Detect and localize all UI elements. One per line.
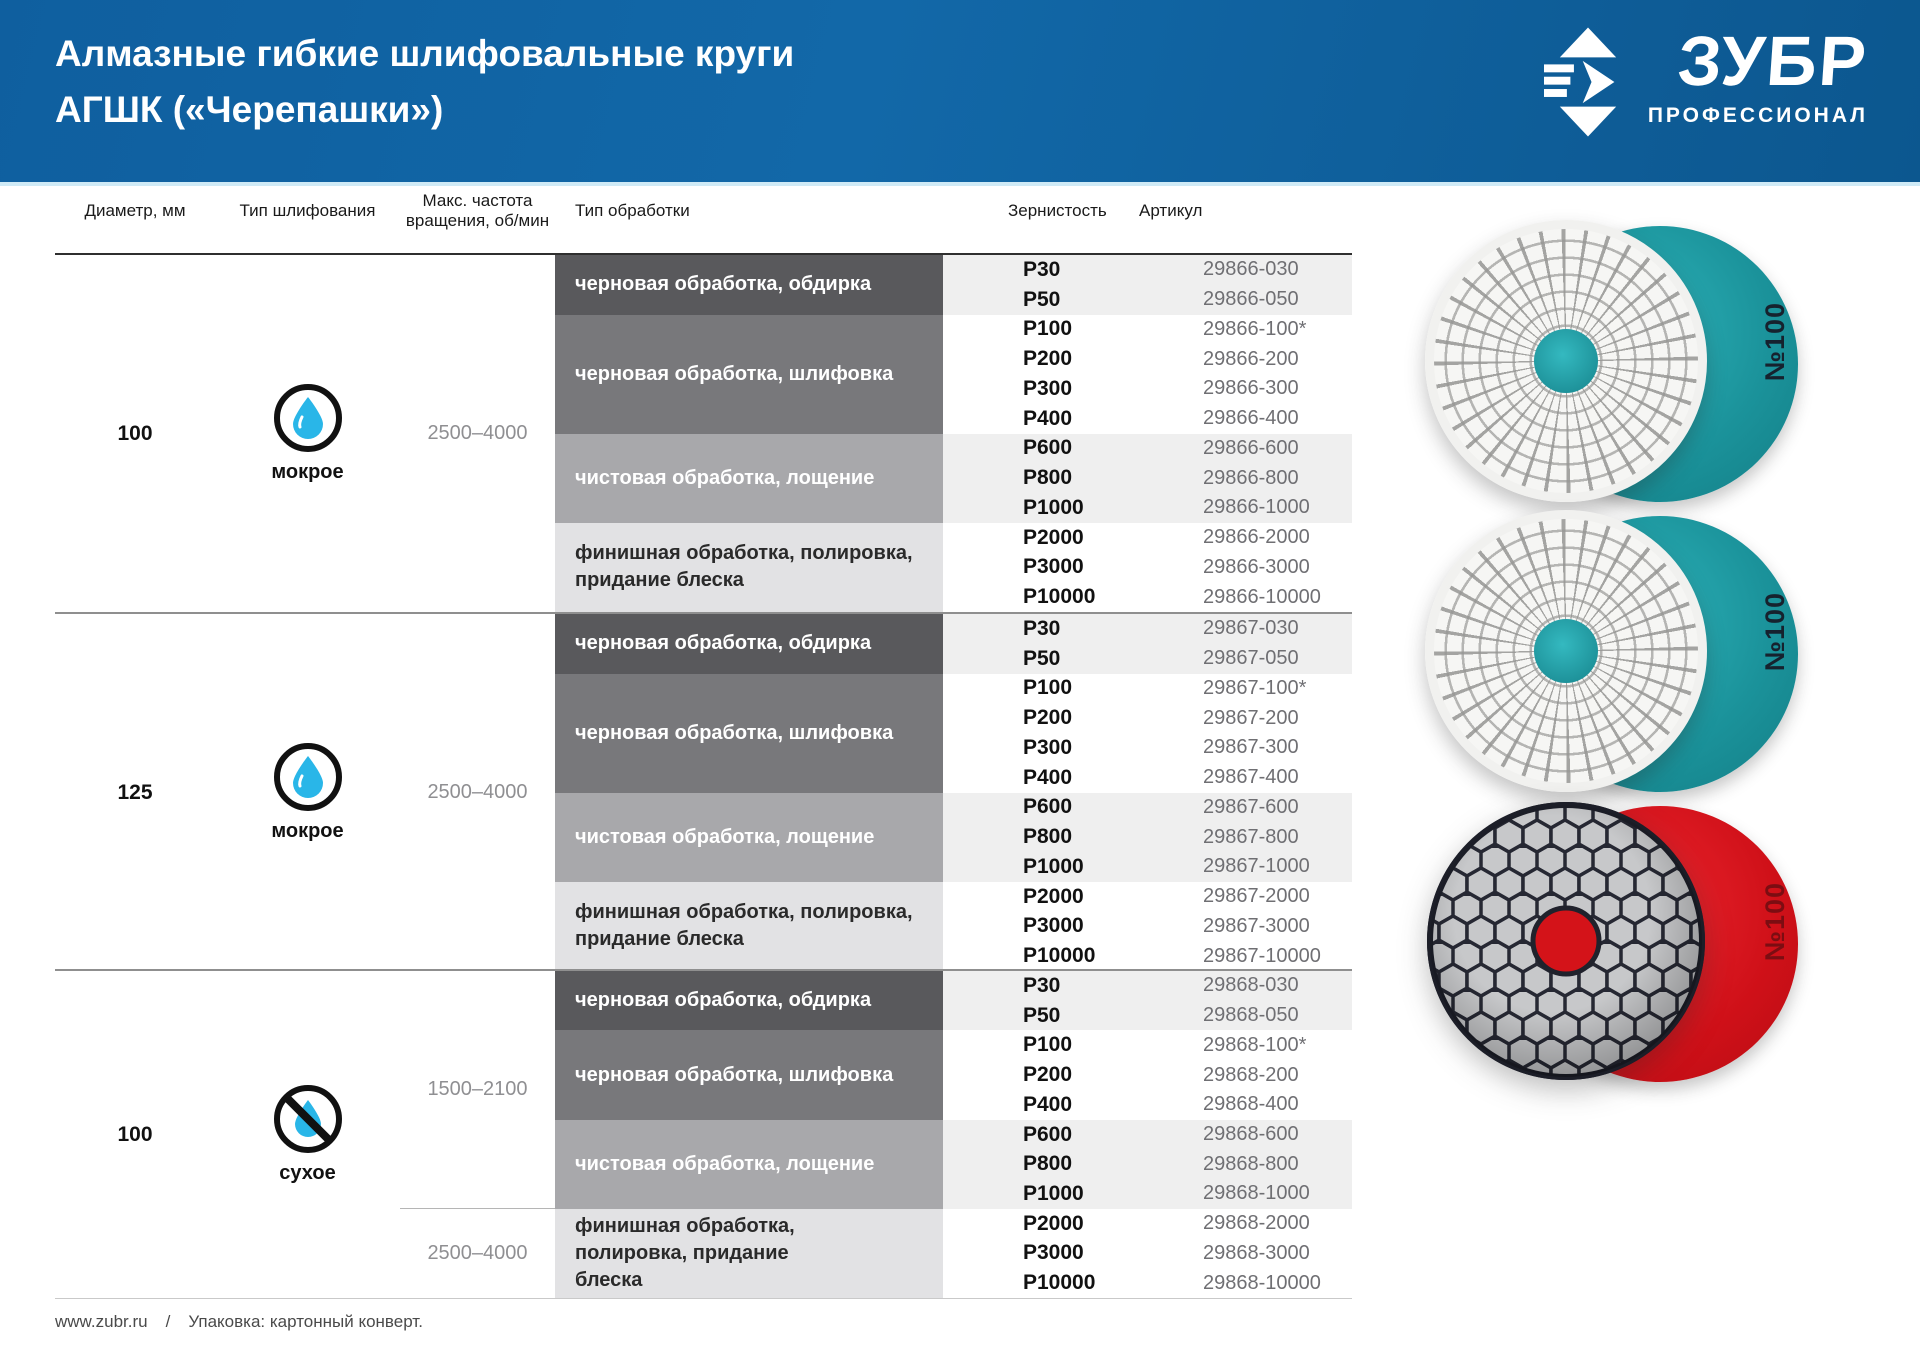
- table-row: P3000 29867-3000: [1023, 914, 1310, 938]
- disc-center-hole: [1534, 619, 1598, 683]
- grit-article-block: [943, 523, 1352, 612]
- grit-article-block: [943, 1209, 1352, 1298]
- grit-article-column: [943, 255, 1352, 612]
- table-row: P200 29866-200: [1023, 347, 1299, 371]
- col-header-grit: Зернистость: [1008, 200, 1107, 220]
- packaging-note: Упаковка: картонный конверт.: [188, 1312, 423, 1331]
- process-block: черновая обработка, обдирка: [555, 255, 943, 315]
- process-block: финишная обработка, полировка, придание блеска: [555, 882, 943, 971]
- site-url: www.zubr.ru: [55, 1312, 148, 1331]
- table-header: [55, 168, 1352, 255]
- disc-pad: [1425, 800, 1707, 1087]
- max-speed-value-upper: 1500–2100: [427, 1078, 528, 1101]
- process-block: финишная обработка, полировка, придание блеска: [555, 523, 943, 612]
- grit-article-block: [943, 255, 1352, 315]
- table-row: P30 29866-030: [1023, 257, 1299, 281]
- process-block: черновая обработка, обдирка: [555, 614, 943, 674]
- table-row: P30 29867-030: [1023, 616, 1299, 640]
- table-row: P30 29868-030: [1023, 973, 1299, 997]
- table-row: P100 29867-100*: [1023, 676, 1307, 700]
- table-row: P400 29867-400: [1023, 765, 1299, 789]
- footer-divider: /: [165, 1312, 171, 1331]
- process-block: черновая обработка, шлифовка: [555, 315, 943, 434]
- table-row: P2000 29867-2000: [1023, 884, 1310, 908]
- disc-badge: №100: [1760, 301, 1791, 382]
- product-group-125-wet: [55, 612, 1352, 971]
- product-image-wet-disc-2: [1400, 508, 1820, 800]
- table-row: P600 29867-600: [1023, 795, 1299, 819]
- table-row: P2000 29868-2000: [1023, 1211, 1310, 1235]
- table-row: P100 29866-100*: [1023, 317, 1307, 341]
- table-row: P1000 29868-1000: [1023, 1181, 1310, 1205]
- table-row: P50 29868-050: [1023, 1003, 1299, 1027]
- grit-article-block: [943, 793, 1352, 882]
- grit-article-block: [943, 614, 1352, 674]
- product-group-100-wet: [55, 255, 1352, 612]
- process-block: черновая обработка, обдирка: [555, 971, 943, 1030]
- table-row: P200 29867-200: [1023, 706, 1299, 730]
- grinding-type-label: мокрое: [271, 461, 344, 483]
- brand-logo: [1544, 22, 1871, 143]
- brand-subtitle: ПРОФЕССИОНАЛ: [1647, 104, 1868, 127]
- table-row: P10000 29866-10000: [1023, 585, 1321, 609]
- process-block: чистовая обработка, лощение: [555, 434, 943, 523]
- table-row: P400 29868-400: [1023, 1092, 1299, 1116]
- water-drop-icon: [273, 742, 343, 812]
- no-water-drop-icon: [273, 1084, 343, 1154]
- water-drop-icon: [273, 383, 343, 453]
- table-row: P100 29868-100*: [1023, 1033, 1307, 1057]
- grit-article-block: [943, 315, 1352, 434]
- process-block: чистовая обработка, лощение: [555, 1120, 943, 1209]
- col-header-article: Артикул: [1139, 200, 1203, 220]
- process-block: черновая обработка, шлифовка: [555, 1030, 943, 1119]
- table-row: P300 29866-300: [1023, 376, 1299, 400]
- table-row: P1000 29866-1000: [1023, 495, 1310, 519]
- table-row: P1000 29867-1000: [1023, 854, 1310, 878]
- product-image-wet-disc-1: [1400, 218, 1820, 510]
- grit-article-block: [943, 434, 1352, 523]
- table-row: P600 29866-600: [1023, 436, 1299, 460]
- grit-article-block: [943, 1030, 1352, 1119]
- header-banner: [0, 0, 1920, 186]
- process-block: финишная обработка, полировка, придание блеска: [555, 1209, 943, 1298]
- brand-bison-arrow-icon: [1544, 26, 1632, 143]
- table-row: P800 29866-800: [1023, 466, 1299, 490]
- col-header-process-type: Тип обработки: [575, 200, 690, 220]
- grit-article-column: [943, 971, 1352, 1298]
- process-column: [555, 614, 943, 971]
- table-row: P600 29868-600: [1023, 1122, 1299, 1146]
- max-speed-value: 2500–4000: [427, 422, 528, 444]
- page-title-line2: АГШК («Черепашки»): [55, 88, 444, 130]
- grinding-type-cell: [215, 255, 400, 612]
- table-row: P3000 29868-3000: [1023, 1241, 1310, 1265]
- product-group-100-dry: [55, 969, 1352, 1299]
- table-row: P2000 29866-2000: [1023, 525, 1310, 549]
- table-row: P300 29867-300: [1023, 735, 1299, 759]
- max-speed-cell: [400, 971, 555, 1298]
- page-title-line1: Алмазные гибкие шлифовальные круги: [55, 33, 795, 74]
- brand-name: ЗУБР: [1675, 22, 1871, 100]
- table-row: P800 29868-800: [1023, 1152, 1299, 1176]
- table-row: P400 29866-400: [1023, 406, 1299, 430]
- grinding-type-label: сухое: [279, 1162, 336, 1184]
- table-row: P50 29866-050: [1023, 287, 1299, 311]
- disc-badge: №100: [1760, 881, 1791, 962]
- col-header-max-speed: Макс. частота вращения, об/мин: [405, 190, 550, 230]
- col-header-grinding-type: Тип шлифования: [239, 200, 376, 220]
- grinding-type-cell: [215, 614, 400, 971]
- page-title: [55, 26, 794, 137]
- table-row: P200 29868-200: [1023, 1063, 1299, 1087]
- grit-article-column: [943, 614, 1352, 971]
- table-row: P50 29867-050: [1023, 646, 1299, 670]
- product-image-dry-disc: [1400, 798, 1820, 1090]
- grit-article-block: [943, 971, 1352, 1030]
- grit-article-block: [943, 674, 1352, 793]
- process-block: черновая обработка, шлифовка: [555, 674, 943, 793]
- disc-badge: №100: [1760, 591, 1791, 672]
- table-row: P800 29867-800: [1023, 825, 1299, 849]
- footer: [55, 1312, 423, 1332]
- grit-article-block: [943, 1120, 1352, 1209]
- max-speed-value: 2500–4000: [427, 781, 528, 803]
- process-block: чистовая обработка, лощение: [555, 793, 943, 882]
- max-speed-value-lower: 2500–4000: [400, 1208, 555, 1298]
- diameter-value: 100: [117, 421, 153, 445]
- process-column: [555, 971, 943, 1298]
- grit-article-block: [943, 882, 1352, 971]
- process-column: [555, 255, 943, 612]
- grinding-type-label: мокрое: [271, 820, 344, 842]
- table-row: P10000 29868-10000: [1023, 1271, 1321, 1295]
- diameter-value: 125: [117, 780, 153, 804]
- col-header-diameter: Диаметр, мм: [84, 200, 186, 220]
- table-row: P3000 29866-3000: [1023, 555, 1310, 579]
- diameter-value: 100: [117, 1122, 153, 1146]
- disc-center-hole: [1534, 329, 1598, 393]
- table-row: P10000 29867-10000: [1023, 944, 1321, 968]
- grinding-type-cell: [215, 971, 400, 1298]
